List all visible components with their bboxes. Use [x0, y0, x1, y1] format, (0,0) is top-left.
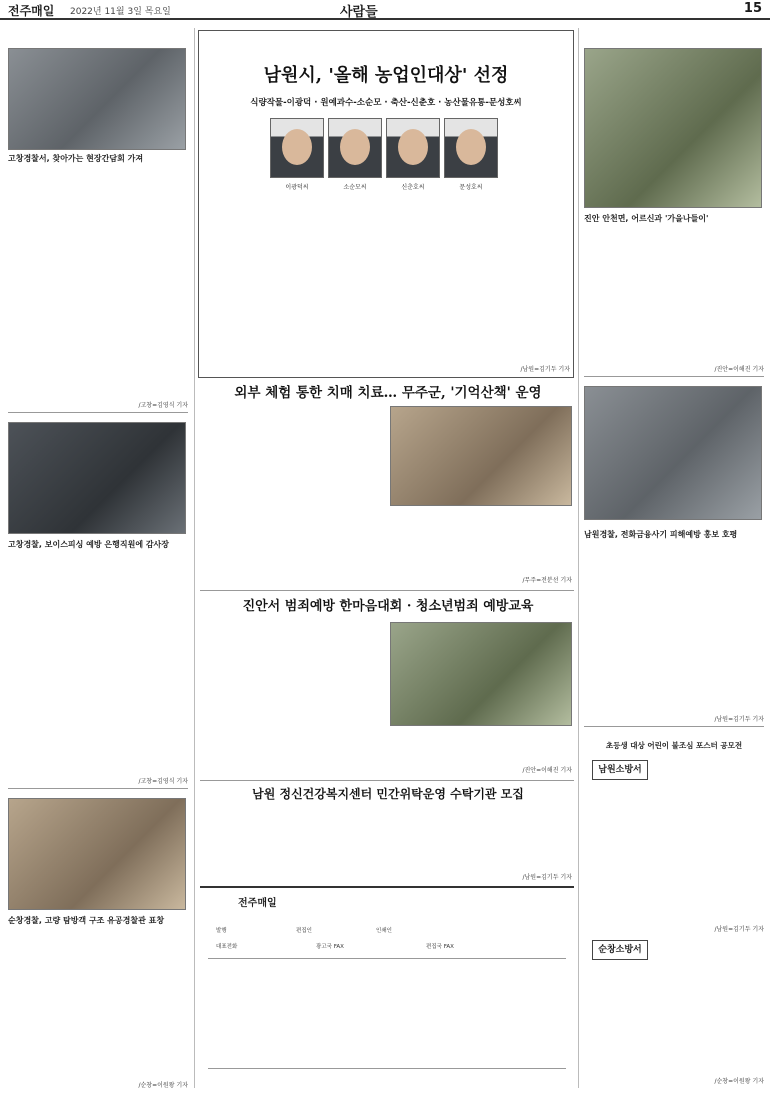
portrait-photo [386, 118, 440, 178]
divider [200, 780, 574, 781]
publisher-imprint [200, 886, 574, 1086]
article-byline: /고창=김영식 기자 [138, 778, 188, 785]
article-body-text [390, 510, 572, 582]
imprint-directory [208, 958, 566, 1059]
article-body-text [200, 406, 382, 582]
imprint-footer-rule [208, 1068, 566, 1069]
section-heading: 초등생 대상 어린이 불조심 포스터 공모전 [605, 741, 743, 750]
divider [200, 590, 574, 591]
masthead-date: 2022년 11월 3일 목요일 [70, 7, 171, 17]
article-body-text [200, 810, 382, 874]
divider [584, 376, 764, 377]
article-photo-rescue-award [8, 798, 186, 910]
article-photo-police-meeting [8, 48, 186, 150]
divider [8, 788, 188, 789]
column-rule [194, 28, 195, 1088]
article-byline: /남원=김기두 기자 [714, 926, 764, 933]
lead-subhead: 식량작물-이광덕 · 원예과수-소순모 · 축산-신춘호 · 농산물유통-문성호씨 [250, 98, 522, 108]
article-body-text [584, 786, 764, 924]
article-body-text [584, 544, 764, 712]
article-body-text [8, 166, 188, 398]
column-rule [578, 28, 579, 1088]
article-body-text [200, 622, 382, 772]
imprint-label: 인쇄인 [376, 928, 392, 934]
portrait-name: 문성호씨 [459, 184, 483, 191]
portrait-photo [328, 118, 382, 178]
article-body-text [202, 200, 384, 360]
imprint-title: 전주매일 [238, 898, 277, 909]
article-body-text [8, 930, 188, 1078]
article-body-text [584, 966, 764, 1074]
masthead [0, 0, 770, 20]
article-body-text [390, 730, 572, 766]
portrait-photo [444, 118, 498, 178]
imprint-label: 발행 [216, 928, 227, 934]
article-headline: 외부 체험 통한 치매 치료… 무주군, '기억산책' 운영 [234, 385, 542, 401]
portrait-photo [270, 118, 324, 178]
agency-tag: 순창소방서 [592, 940, 648, 960]
imprint-label: 편집인 [296, 928, 312, 934]
article-body-text [652, 760, 764, 784]
masthead-brand: 전주매일 [8, 4, 55, 18]
article-caption: 순창경찰, 고량 탐방객 구조 유공경찰관 표창 [8, 916, 165, 925]
article-byline: /남원=김기두 기자 [522, 874, 572, 881]
article-caption: 남원경찰, 전화금융사기 피해예방 홍보 호평 [584, 530, 738, 539]
portrait-name: 신춘호씨 [401, 184, 425, 191]
section-title: 사람들 [340, 5, 378, 20]
article-headline: 남원 정신건강복지센터 민간위탁운영 수탁기관 모집 [252, 787, 524, 801]
article-body-text [506, 114, 570, 198]
divider [8, 412, 188, 413]
portrait-name: 소순모씨 [343, 184, 367, 191]
imprint-label: 광고국 FAX [316, 944, 344, 950]
article-byline: /남원=김기두 기자 [520, 366, 570, 373]
article-body-text [584, 228, 764, 368]
page-number: 15 [743, 1, 762, 16]
article-byline: /진안=이해진 기자 [522, 767, 572, 774]
imprint-label: 편집국 FAX [426, 944, 454, 950]
article-photo-crime-prevention [390, 622, 572, 726]
article-caption: 진안 안천면, 어르신과 '가을나들이' [584, 214, 709, 223]
portrait-name: 이광덕씨 [285, 184, 309, 191]
lead-headline: 남원시, '올해 농업인대상' 선정 [263, 65, 509, 86]
article-caption: 고창경찰, 보이스피싱 예방 은행직원에 감사장 [8, 540, 170, 549]
article-byline: /순창=이원왕 기자 [714, 1078, 764, 1085]
article-body-text [390, 810, 572, 874]
imprint-label: 대표전화 [216, 944, 238, 950]
article-byline: /진안=이해진 기자 [714, 366, 764, 373]
article-byline: /무주=전분선 기자 [522, 577, 572, 584]
article-body-text [390, 200, 570, 360]
article-byline: /남원=김기두 기자 [714, 716, 764, 723]
article-headline: 진안서 범죄예방 한마음대회 · 청소년범죄 예방교육 [242, 599, 534, 614]
article-byline: /고창=김영식 기자 [138, 402, 188, 409]
article-body-text [202, 114, 264, 198]
article-photo-phishing-campaign [584, 386, 762, 520]
article-photo-memory-walk [390, 406, 572, 506]
article-body-text [8, 553, 188, 773]
article-photo-bank-award [8, 422, 186, 534]
agency-tag: 남원소방서 [592, 760, 648, 780]
article-photo-autumn-outing [584, 48, 762, 208]
article-caption: 고창경찰서, 찾아가는 현장간담회 가져 [8, 154, 144, 163]
divider [584, 726, 764, 727]
article-body-text [652, 940, 764, 964]
article-byline: /순창=이원왕 기자 [138, 1082, 188, 1089]
